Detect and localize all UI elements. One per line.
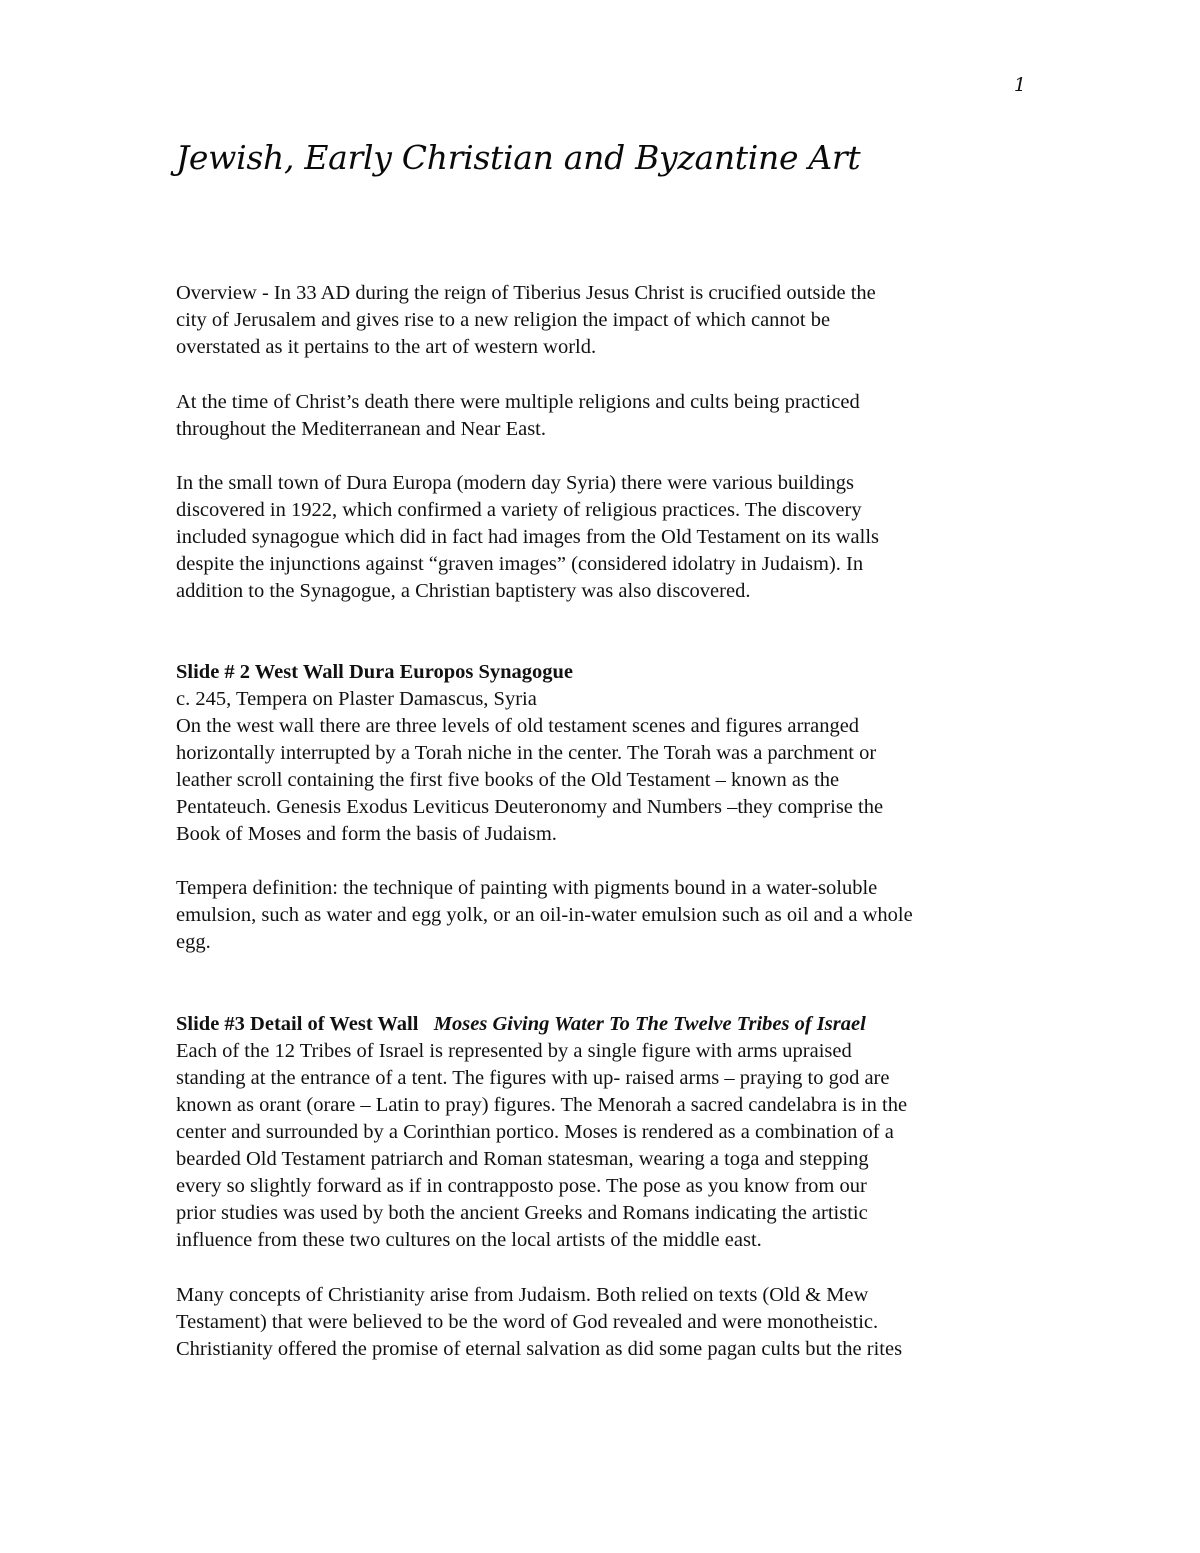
paragraph-line: Many concepts of Christianity arise from Judaism. Both relied on texts (Old & Mew	[176, 1284, 869, 1306]
paragraph-line: discovered in 1922, which confirmed a variety of religious practices. The discovery	[176, 499, 862, 521]
dura-europa-paragraph	[176, 470, 879, 605]
paragraph-line: addition to the Synagogue, a Christian baptistery was also discovered.	[176, 580, 751, 602]
paragraph-line: bearded Old Testament patriarch and Roman statesman, wearing a toga and stepping	[176, 1148, 869, 1170]
paragraph-line: At the time of Christ’s death there were multiple religions and cults being practiced	[176, 391, 860, 413]
paragraph-line: horizontally interrupted by a Torah niche in the center. The Torah was a parchment or	[176, 742, 877, 764]
paragraph-line: known as orant (orare – Latin to pray) figures. The Menorah a sacred candelabra is in the	[176, 1094, 908, 1116]
paragraph-line: Pentateuch. Genesis Exodus Leviticus Deuteronomy and Numbers –they comprise the	[176, 796, 884, 818]
paragraph-line: influence from these two cultures on the local artists of the middle east.	[176, 1229, 762, 1251]
paragraph-line: egg.	[176, 931, 211, 953]
christ-death-paragraph	[176, 389, 860, 443]
paragraph-line: prior studies was used by both the ancient Greeks and Romans indicating the artistic	[176, 1202, 868, 1224]
page-number: 1	[1013, 74, 1026, 96]
paragraph-line: overstated as it pertains to the art of western world.	[176, 336, 597, 358]
paragraph-line: leather scroll containing the first five books of the Old Testament – known as the	[176, 769, 840, 791]
paragraph-line: emulsion, such as water and egg yolk, or an oil-in-water emulsion such as oil and a whole	[176, 904, 913, 926]
document-title: Jewish, Early Christian and Byzantine Art	[176, 138, 861, 177]
tempera-definition-paragraph	[176, 875, 913, 956]
slide-2-section	[176, 659, 883, 848]
slide-3-heading: Slide #3 Detail of West Wall	[176, 1013, 419, 1035]
paragraph-line: included synagogue which did in fact had images from the Old Testament on its walls	[176, 526, 880, 548]
slide-3-section	[176, 1011, 907, 1254]
slide-2-heading: Slide # 2 West Wall Dura Europos Synagogue	[176, 661, 573, 683]
paragraph-line: Overview - In 33 AD during the reign of Tiberius Jesus Christ is crucified outside the	[176, 282, 876, 304]
paragraph-line: c. 245, Tempera on Plaster Damascus, Syria	[176, 688, 537, 710]
paragraph-line: Christianity offered the promise of eternal salvation as did some pagan cults but the rites	[176, 1338, 903, 1360]
overview-paragraph	[176, 280, 876, 361]
paragraph-line: city of Jerusalem and gives rise to a new religion the impact of which cannot be	[176, 309, 831, 331]
paragraph-line: center and surrounded by a Corinthian portico. Moses is rendered as a combination of a	[176, 1121, 894, 1143]
artwork-title: Moses Giving Water To The Twelve Tribes of Israel	[433, 1013, 866, 1035]
paragraph-line: Tempera definition: the technique of painting with pigments bound in a water-soluble	[176, 877, 878, 899]
paragraph-line: despite the injunctions against “graven images” (considered idolatry in Judaism). In	[176, 553, 864, 575]
paragraph-line: standing at the entrance of a tent. The figures with up- raised arms – praying to god are	[176, 1067, 890, 1089]
slide-3-heading-line	[176, 1011, 907, 1038]
paragraph-line: Book of Moses and form the basis of Judaism.	[176, 823, 557, 845]
paragraph-line: Each of the 12 Tribes of Israel is represented by a single figure with arms upraised	[176, 1040, 852, 1062]
paragraph-line: In the small town of Dura Europa (modern day Syria) there were various buildings	[176, 472, 855, 494]
paragraph-line: every so slightly forward as if in contrapposto pose. The pose as you know from our	[176, 1175, 867, 1197]
paragraph-line: throughout the Mediterranean and Near East.	[176, 418, 547, 440]
paragraph-line: Testament) that were believed to be the word of God revealed and were monotheistic.	[176, 1311, 879, 1333]
paragraph-line: On the west wall there are three levels of old testament scenes and figures arranged	[176, 715, 860, 737]
concepts-paragraph	[176, 1282, 902, 1363]
